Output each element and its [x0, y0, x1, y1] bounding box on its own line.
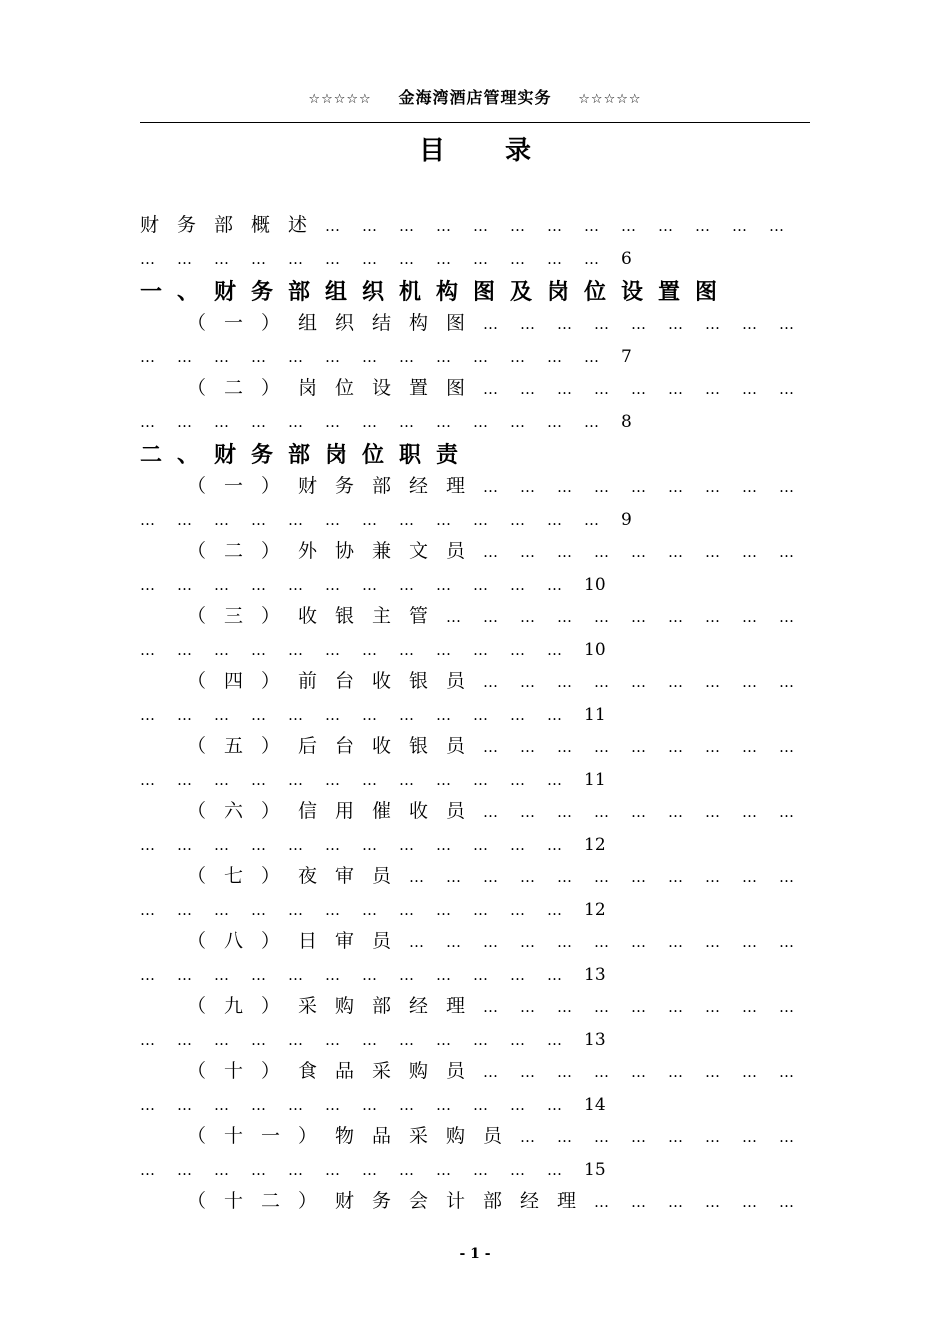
dot-leader: … … … … … … … … … — [483, 673, 794, 691]
dot-leader: … … … … … … … … … … … … — [140, 1095, 562, 1114]
toc-entry-continuation — [140, 1026, 606, 1052]
toc-page-number: 13 — [584, 1029, 606, 1050]
toc-entry-continuation — [140, 1156, 606, 1182]
dot-leader: … … … … … … … … … … … … — [140, 640, 562, 659]
toc-entry — [187, 1058, 816, 1084]
toc-entry — [187, 1188, 816, 1214]
toc-heading — [140, 279, 732, 305]
dot-leader: … … … … … … … … … … … … … — [140, 347, 599, 366]
toc-heading-label: 一 、 财 务 部 组 织 机 构 图 及 岗 位 设 置 图 — [140, 279, 718, 305]
dot-leader: … … … … … … … … … — [483, 315, 794, 333]
page-number: - 1 - — [459, 1246, 491, 1262]
toc-entry-label: （ 七 ） 夜 审 员 — [187, 865, 392, 887]
dot-leader: … … … … … … — [594, 1193, 794, 1211]
toc-entry-continuation — [140, 961, 606, 987]
toc-entry-continuation — [140, 831, 606, 857]
toc-entry-label: （ 一 ） 组 织 结 构 图 — [187, 312, 466, 334]
header-rule — [140, 122, 810, 123]
dot-leader: … … … … … … … … … — [483, 1063, 794, 1081]
toc-entry-label: （ 二 ） 外 协 兼 文 员 — [187, 540, 466, 562]
dot-leader: … … … … … … … … … — [483, 478, 794, 496]
toc-entry-continuation — [140, 343, 632, 369]
toc-page-number: 10 — [584, 639, 606, 660]
dot-leader: … … … … … … … … — [520, 1128, 794, 1146]
toc-page-number: 11 — [584, 769, 606, 790]
toc-entry-label: （ 十 二 ） 财 务 会 计 部 经 理 — [187, 1190, 577, 1212]
toc-entry — [187, 733, 816, 759]
toc-page-number: 7 — [621, 346, 632, 367]
toc-entry-label: （ 三 ） 收 银 主 管 — [187, 605, 429, 627]
toc-entry-continuation — [140, 1091, 606, 1117]
toc-page-number: 13 — [584, 964, 606, 985]
toc-entry — [187, 668, 816, 694]
toc-entry-continuation — [140, 636, 606, 662]
toc-entry-label: 财 务 部 概 述 — [140, 214, 308, 236]
toc-page-number: 12 — [584, 834, 606, 855]
toc-entry-continuation — [140, 408, 632, 434]
dot-leader: … … … … … … … … … … … … — [140, 965, 562, 984]
dot-leader: … … … … … … … … … … … … … — [325, 217, 784, 235]
dot-leader: … … … … … … … … … … — [446, 608, 794, 626]
dot-leader: … … … … … … … … … — [483, 998, 794, 1016]
toc-entry — [187, 798, 816, 824]
toc-entry — [187, 603, 816, 629]
toc-page-number: 15 — [584, 1159, 606, 1180]
toc-page-number: 10 — [584, 574, 606, 595]
toc-page-number: 6 — [621, 248, 632, 269]
dot-leader: … … … … … … … … … … … — [409, 933, 794, 951]
toc-page-number: 12 — [584, 899, 606, 920]
toc-entry-label: （ 五 ） 后 台 收 银 员 — [187, 735, 466, 757]
header-stars-left: ☆☆☆☆☆ — [308, 92, 372, 107]
toc-entry-label: （ 一 ） 财 务 部 经 理 — [187, 475, 466, 497]
toc-entry — [140, 212, 806, 238]
dot-leader: … … … … … … … … … … … … … — [140, 412, 599, 431]
dot-leader: … … … … … … … … … … … — [409, 868, 794, 886]
toc-heading-label: 二 、 财 务 部 岗 位 职 责 — [140, 442, 459, 468]
dot-leader: … … … … … … … … … … … … — [140, 770, 562, 789]
toc-entry — [187, 310, 816, 336]
toc-entry — [187, 1123, 816, 1149]
toc-entry-continuation — [140, 506, 632, 532]
toc-entry-continuation — [140, 896, 606, 922]
toc-entry — [187, 375, 816, 401]
dot-leader: … … … … … … … … … … … … — [140, 900, 562, 919]
toc-entry-continuation — [140, 766, 606, 792]
toc-heading — [140, 442, 473, 468]
toc-entry — [187, 473, 816, 499]
dot-leader: … … … … … … … … … … … … — [140, 835, 562, 854]
toc-page-number: 11 — [584, 704, 606, 725]
toc-entry-label: （ 十 ） 食 品 采 购 员 — [187, 1060, 466, 1082]
dot-leader: … … … … … … … … … … … … — [140, 705, 562, 724]
dot-leader: … … … … … … … … … — [483, 380, 794, 398]
toc-entry-label: （ 十 一 ） 物 品 采 购 员 — [187, 1125, 503, 1147]
toc-entry — [187, 538, 816, 564]
toc-page-number: 9 — [621, 509, 632, 530]
dot-leader: … … … … … … … … … — [483, 738, 794, 756]
dot-leader: … … … … … … … … … … … … … — [140, 510, 599, 529]
header-title: 金海湾酒店管理实务 — [398, 88, 552, 107]
dot-leader: … … … … … … … … … … … … … — [140, 249, 599, 268]
toc-page-number: 8 — [621, 411, 632, 432]
toc-entry-label: （ 六 ） 信 用 催 收 员 — [187, 800, 466, 822]
toc-entry — [187, 993, 816, 1019]
page-title: 目录 — [418, 136, 591, 166]
dot-leader: … … … … … … … … … — [483, 803, 794, 821]
toc-entry — [187, 928, 816, 954]
dot-leader: … … … … … … … … … … … … — [140, 1030, 562, 1049]
toc-page-number: 14 — [584, 1094, 606, 1115]
toc-entry-continuation — [140, 245, 632, 271]
toc-entry-label: （ 二 ） 岗 位 设 置 图 — [187, 377, 466, 399]
toc-entry-label: （ 四 ） 前 台 收 银 员 — [187, 670, 466, 692]
toc-entry — [187, 863, 816, 889]
dot-leader: … … … … … … … … … — [483, 543, 794, 561]
dot-leader: … … … … … … … … … … … … — [140, 575, 562, 594]
dot-leader: … … … … … … … … … … … … — [140, 1160, 562, 1179]
toc-entry-continuation — [140, 701, 606, 727]
toc-entry-label: （ 八 ） 日 审 员 — [187, 930, 392, 952]
header-stars-right: ☆☆☆☆☆ — [578, 92, 642, 107]
toc-entry-continuation — [140, 571, 606, 597]
page-header — [140, 85, 810, 108]
toc-entry-label: （ 九 ） 采 购 部 经 理 — [187, 995, 466, 1017]
